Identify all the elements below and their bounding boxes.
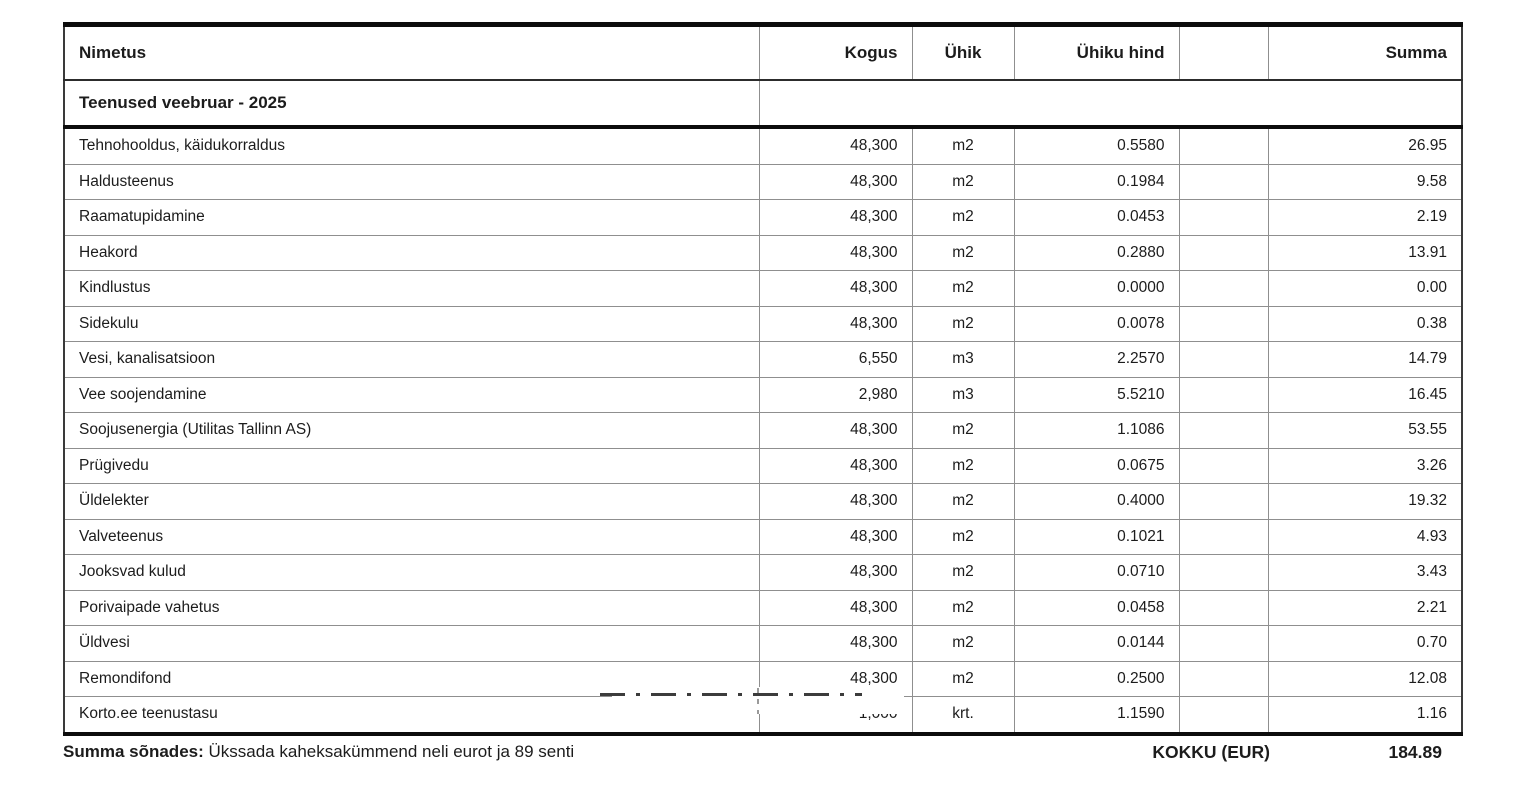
cell-summa: 16.45 — [1268, 377, 1462, 413]
cell-blank — [1179, 413, 1268, 449]
table-row — [64, 555, 1462, 591]
cell-summa: 2.19 — [1268, 200, 1462, 236]
cell-summa: 14.79 — [1268, 342, 1462, 378]
cell-summa: 4.93 — [1268, 519, 1462, 555]
cell-blank — [1179, 200, 1268, 236]
cell-yhik: m2 — [912, 127, 1014, 164]
cell-blank — [1179, 271, 1268, 307]
amount-in-words-text: Ükssada kaheksakümmend neli eurot ja 89 senti — [208, 742, 575, 761]
col-header-nimetus: Nimetus — [64, 25, 759, 81]
cell-yhiku_hind: 0.0458 — [1014, 590, 1179, 626]
table-row — [64, 448, 1462, 484]
cell-summa: 19.32 — [1268, 484, 1462, 520]
table-row — [64, 164, 1462, 200]
cell-summa: 3.26 — [1268, 448, 1462, 484]
section-title: Teenused veebruar - 2025 — [64, 80, 759, 127]
cell-yhik: m2 — [912, 448, 1014, 484]
section-row-spacer — [759, 80, 1462, 127]
cell-nimetus: Heakord — [64, 235, 759, 271]
cell-nimetus: Remondifond — [64, 661, 759, 697]
cell-blank — [1179, 342, 1268, 378]
table-row — [64, 519, 1462, 555]
cell-summa: 12.08 — [1268, 661, 1462, 697]
cell-blank — [1179, 661, 1268, 697]
cell-kogus: 48,300 — [759, 164, 912, 200]
cell-kogus: 6,550 — [759, 342, 912, 378]
cell-blank — [1179, 626, 1268, 662]
cell-yhiku_hind: 0.0453 — [1014, 200, 1179, 236]
table-row — [64, 200, 1462, 236]
cell-blank — [1179, 377, 1268, 413]
cell-yhiku_hind: 2.2570 — [1014, 342, 1179, 378]
table-row — [64, 377, 1462, 413]
cell-yhiku_hind: 0.0078 — [1014, 306, 1179, 342]
cell-nimetus: Üldelekter — [64, 484, 759, 520]
cell-blank — [1179, 484, 1268, 520]
amount-in-words-label: Summa sõnades: — [63, 742, 204, 761]
cell-nimetus: Sidekulu — [64, 306, 759, 342]
cell-summa: 53.55 — [1268, 413, 1462, 449]
cell-yhiku_hind: 0.4000 — [1014, 484, 1179, 520]
cell-kogus: 48,300 — [759, 271, 912, 307]
cell-nimetus: Korto.ee teenustasu — [79, 705, 218, 723]
cell-yhiku_hind: 0.2880 — [1014, 235, 1179, 271]
cell-yhik: m3 — [912, 377, 1014, 413]
cell-nimetus: Valveteenus — [64, 519, 759, 555]
redaction-dash-line — [600, 693, 862, 696]
col-header-kogus: Kogus — [759, 25, 912, 81]
section-row — [64, 80, 1462, 127]
table-row — [64, 413, 1462, 449]
cell-kogus: 48,300 — [759, 590, 912, 626]
cell-blank — [1179, 235, 1268, 271]
cell-yhiku_hind: 0.0000 — [1014, 271, 1179, 307]
cell-blank — [1179, 697, 1268, 734]
cell-yhik: m2 — [912, 661, 1014, 697]
summary-footer — [63, 742, 1461, 768]
table-row — [64, 342, 1462, 378]
cell-yhik: m3 — [912, 342, 1014, 378]
amount-in-words — [63, 742, 574, 762]
cell-nimetus: Kindlustus — [64, 271, 759, 307]
cell-yhik: m2 — [912, 306, 1014, 342]
cell-kogus: 48,300 — [759, 519, 912, 555]
table-header-row — [64, 25, 1462, 81]
cell-yhiku_hind: 0.1021 — [1014, 519, 1179, 555]
cell-yhik: krt. — [912, 697, 1014, 734]
cell-kogus: 48,300 — [759, 127, 912, 164]
table-row — [64, 127, 1462, 164]
total-value: 184.89 — [1388, 742, 1442, 762]
cell-blank — [1179, 519, 1268, 555]
cell-yhiku_hind: 0.5580 — [1014, 127, 1179, 164]
cell-kogus: 48,300 — [759, 626, 912, 662]
cell-nimetus: Soojusenergia (Utilitas Tallinn AS) — [64, 413, 759, 449]
cell-yhik: m2 — [912, 555, 1014, 591]
cell-nimetus: Vesi, kanalisatsioon — [64, 342, 759, 378]
cell-kogus: 48,300 — [759, 306, 912, 342]
redaction-dashed-divider — [757, 688, 759, 714]
cell-nimetus: Porivaipade vahetus — [64, 590, 759, 626]
cell-yhiku_hind: 5.5210 — [1014, 377, 1179, 413]
table-row — [64, 235, 1462, 271]
cell-nimetus: Raamatupidamine — [64, 200, 759, 236]
col-header-yhiku-hind: Ühiku hind — [1014, 25, 1179, 81]
cell-blank — [1179, 164, 1268, 200]
table-row — [64, 271, 1462, 307]
col-header-blank — [1179, 25, 1268, 81]
cell-blank — [1179, 555, 1268, 591]
cell-kogus: 48,300 — [759, 448, 912, 484]
cell-yhik: m2 — [912, 164, 1014, 200]
cell-yhiku_hind: 0.2500 — [1014, 661, 1179, 697]
cell-nimetus: Haldusteenus — [64, 164, 759, 200]
cell-blank — [1179, 590, 1268, 626]
cell-nimetus: Üldvesi — [64, 626, 759, 662]
cell-summa: 9.58 — [1268, 164, 1462, 200]
cell-yhik: m2 — [912, 519, 1014, 555]
cell-yhiku_hind: 0.0675 — [1014, 448, 1179, 484]
cell-yhiku_hind: 1.1086 — [1014, 413, 1179, 449]
cell-yhiku_hind: 1.1590 — [1014, 697, 1179, 734]
cell-summa: 0.38 — [1268, 306, 1462, 342]
cell-yhik: m2 — [912, 271, 1014, 307]
cell-kogus: 48,300 — [759, 413, 912, 449]
cell-kogus: 2,980 — [759, 377, 912, 413]
cell-kogus: 48,300 — [759, 484, 912, 520]
col-header-yhik: Ühik — [912, 25, 1014, 81]
cell-summa: 0.00 — [1268, 271, 1462, 307]
cell-summa: 0.70 — [1268, 626, 1462, 662]
cell-nimetus: Vee soojendamine — [64, 377, 759, 413]
cell-summa: 1.16 — [1268, 697, 1462, 734]
invoice-table — [63, 22, 1463, 736]
total-label: KOKKU (EUR) — [1152, 742, 1270, 762]
cell-yhik: m2 — [912, 200, 1014, 236]
cell-yhik: m2 — [912, 413, 1014, 449]
cell-yhiku_hind: 0.0144 — [1014, 626, 1179, 662]
cell-yhik: m2 — [912, 235, 1014, 271]
table-row — [64, 306, 1462, 342]
cell-yhiku_hind: 0.1984 — [1014, 164, 1179, 200]
cell-kogus: 48,300 — [759, 235, 912, 271]
col-header-summa: Summa — [1268, 25, 1462, 81]
cell-yhiku_hind: 0.0710 — [1014, 555, 1179, 591]
cell-summa: 26.95 — [1268, 127, 1462, 164]
cell-nimetus: Jooksvad kulud — [64, 555, 759, 591]
cell-kogus: 48,300 — [759, 661, 912, 697]
cell-nimetus: Prügivedu — [64, 448, 759, 484]
cell-nimetus: Tehnohooldus, käidukorraldus — [64, 127, 759, 164]
cell-summa: 13.91 — [1268, 235, 1462, 271]
cell-summa: 2.21 — [1268, 590, 1462, 626]
cell-yhik: m2 — [912, 590, 1014, 626]
cell-kogus: 48,300 — [759, 555, 912, 591]
cell-blank — [1179, 127, 1268, 164]
table-row — [64, 626, 1462, 662]
cell-blank — [1179, 448, 1268, 484]
cell-kogus: 48,300 — [759, 200, 912, 236]
cell-yhik: m2 — [912, 626, 1014, 662]
cell-blank — [1179, 306, 1268, 342]
table-row — [64, 590, 1462, 626]
cell-summa: 3.43 — [1268, 555, 1462, 591]
cell-yhik: m2 — [912, 484, 1014, 520]
table-row — [64, 484, 1462, 520]
table-body — [64, 127, 1462, 734]
